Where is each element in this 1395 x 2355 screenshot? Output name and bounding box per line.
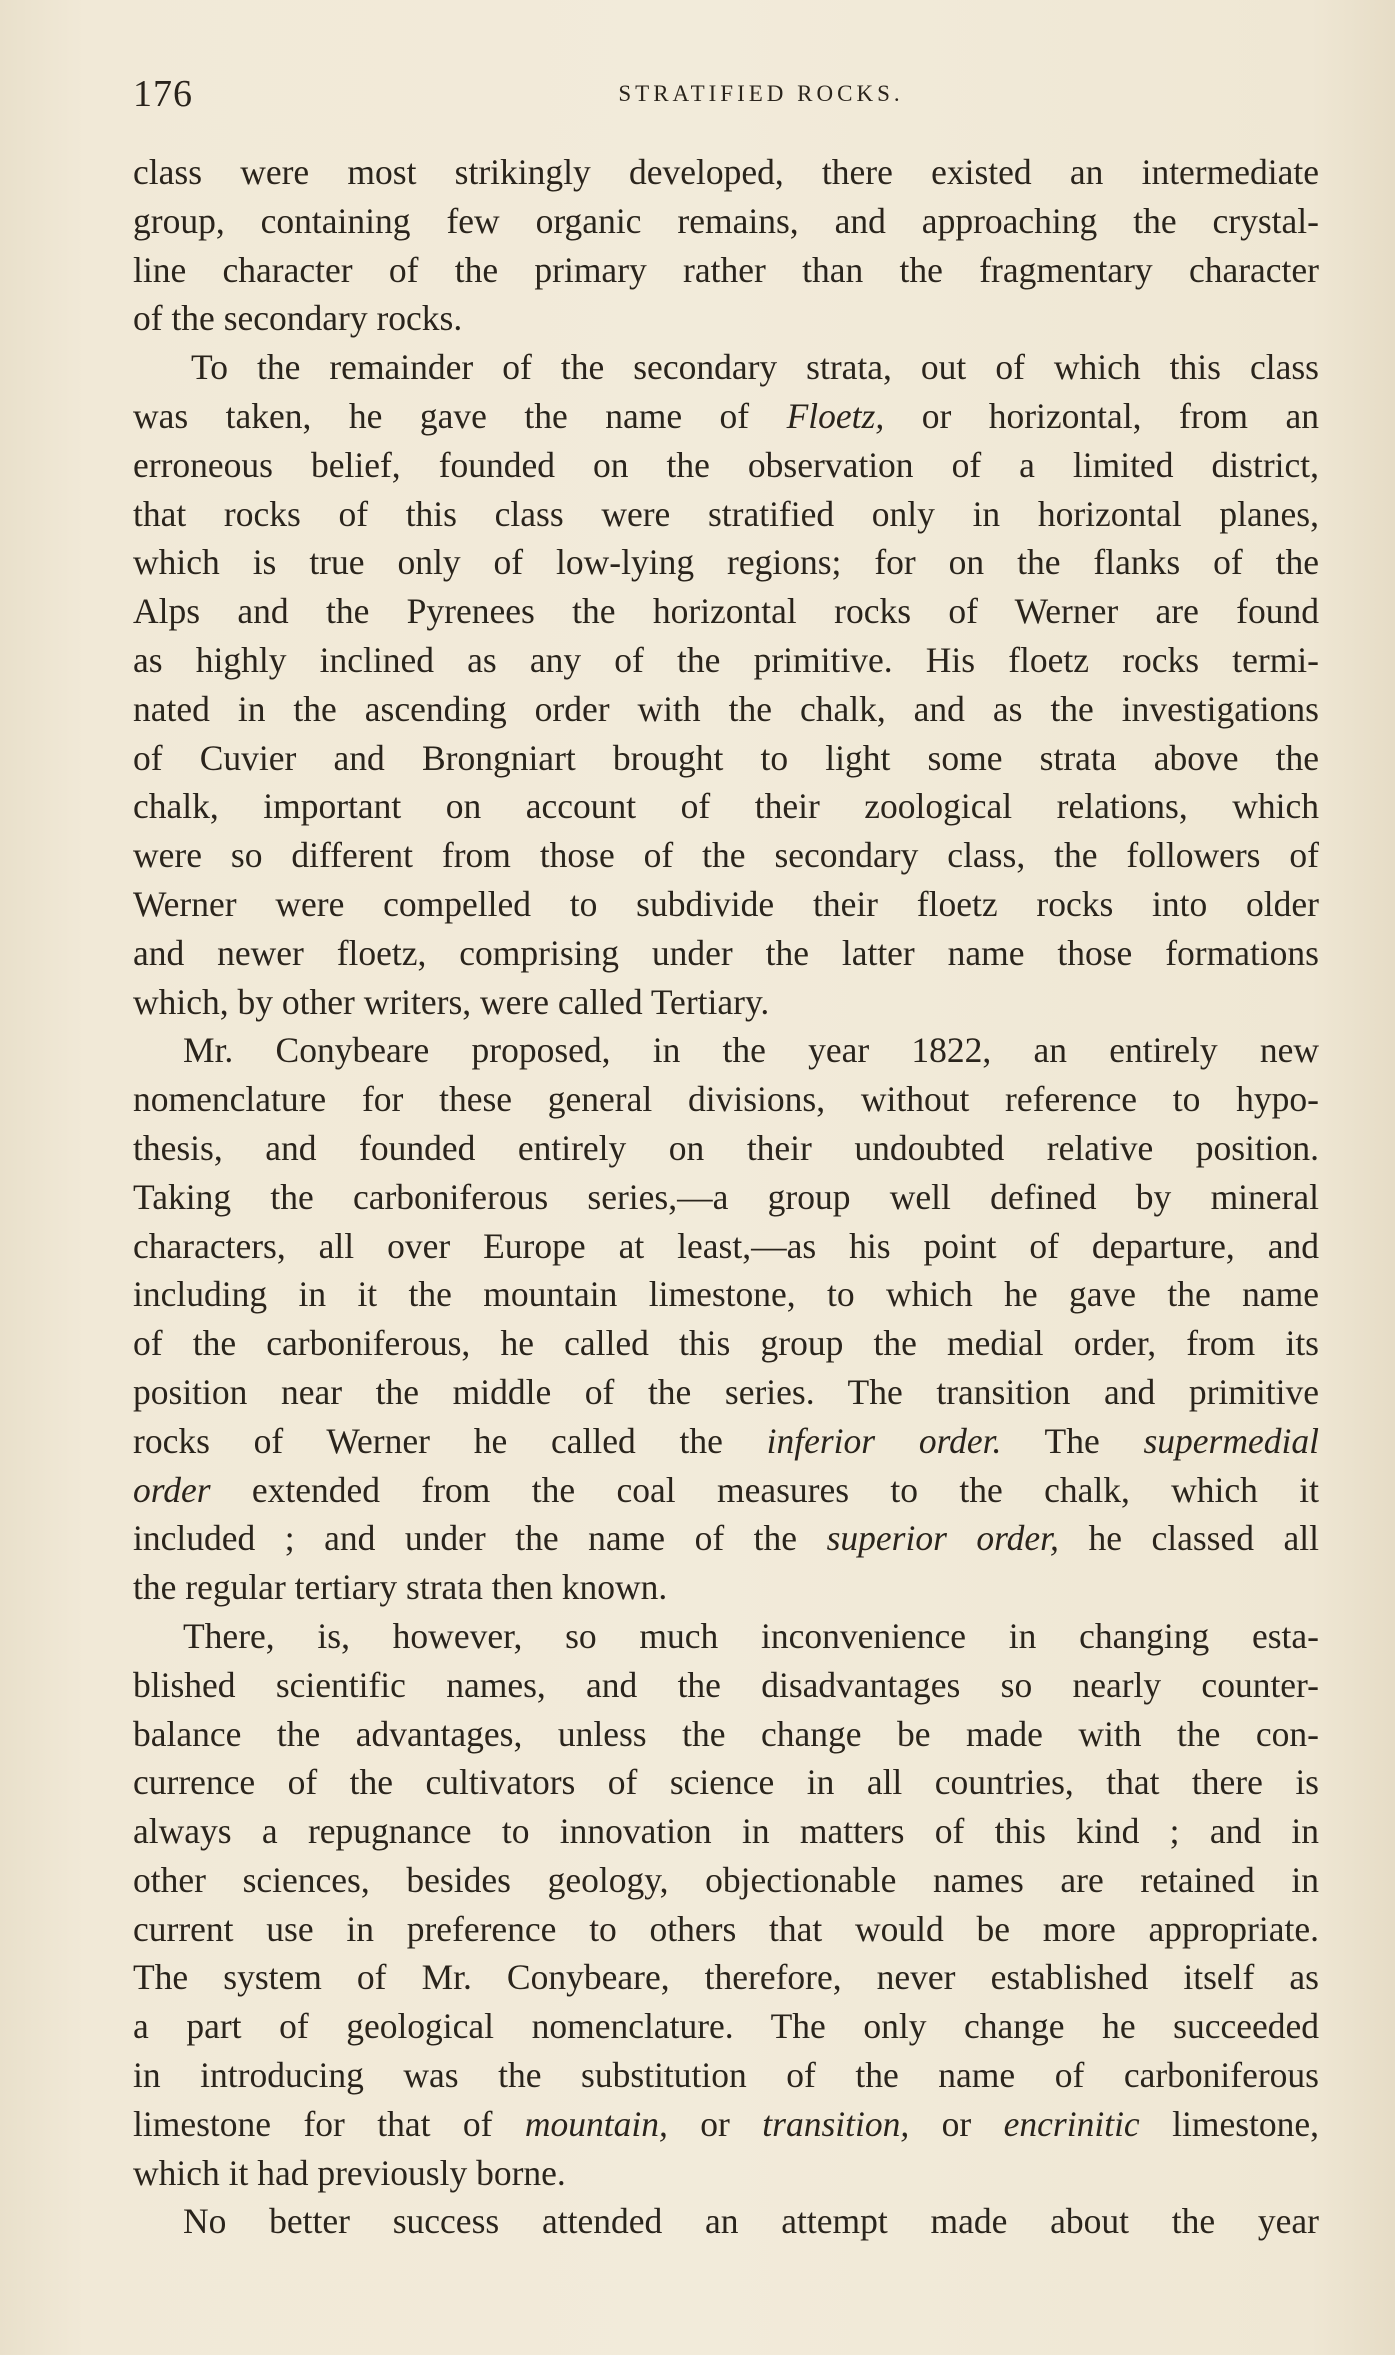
text-line: of the carboniferous, he called this group the medial order, from its — [133, 1323, 1319, 1364]
text-line: thesis, and founded entirely on their undoubted relative position. — [133, 1127, 1319, 1168]
text-line: that rocks of this class were stratified only in horizontal planes, — [133, 493, 1319, 534]
text-run: was taken, he gave the name of — [133, 395, 787, 436]
text-run: included ; and under the name of the — [133, 1518, 827, 1559]
text-run: or horizontal, from an — [884, 395, 1319, 436]
italic-term: supermedial — [1143, 1420, 1319, 1461]
text-run: limestone for that of — [133, 2103, 525, 2144]
text-line: erroneous belief, founded on the observation of a limited district, — [133, 444, 1319, 485]
text-line: were so different from those of the secondary class, the followers of — [133, 835, 1319, 876]
text-line: To the remainder of the secondary strata, out of which this class — [191, 347, 1319, 388]
running-head: STRATIFIED ROCKS. — [618, 81, 904, 106]
text-line: No better success attended an attempt made about the year — [183, 2201, 1319, 2242]
text-line: line character of the primary rather than the fragmentary character — [133, 249, 1319, 290]
text-run: or — [909, 2103, 1004, 2144]
text-line: characters, all over Europe at least,—as his point of departure, and — [133, 1225, 1319, 1266]
body-text — [133, 148, 1319, 2246]
text-line: Mr. Conybeare proposed, in the year 1822, an entirely new — [183, 1030, 1319, 1071]
italic-term: order — [133, 1469, 211, 1510]
text-line: which, by other writers, were called Tertiary. — [133, 981, 770, 1022]
text-line: other sciences, besides geology, objectionable names are retained in — [133, 1859, 1319, 1900]
text-line: position near the middle of the series. The transition and primitive — [133, 1371, 1319, 1412]
text-line: chalk, important on account of their zoological relations, which — [133, 786, 1319, 827]
text-line: of Cuvier and Brongniart brought to light some strata above the — [133, 737, 1319, 778]
text-line: the regular tertiary strata then known. — [133, 1567, 668, 1608]
text-line: currence of the cultivators of science in all countries, that there is — [133, 1762, 1319, 1803]
italic-term: transition, — [762, 2103, 910, 2144]
text-line: of the secondary rocks. — [133, 298, 463, 339]
text-line: balance the advantages, unless the change be made with the con- — [133, 1713, 1319, 1754]
text-line: including in it the mountain limestone, to which he gave the name — [133, 1274, 1319, 1315]
text-line — [133, 392, 1319, 441]
text-line — [133, 1417, 1319, 1466]
text-line: and newer floetz, comprising under the latter name those formations — [133, 932, 1319, 973]
text-run: rocks of Werner he called the — [133, 1420, 767, 1461]
italic-term: mountain, — [524, 2103, 668, 2144]
text-line: always a repugnance to innovation in matters of this kind ; and in — [133, 1811, 1319, 1852]
text-run: or — [667, 2103, 763, 2144]
italic-term: superior order, — [826, 1518, 1059, 1559]
italic-term: Floetz, — [786, 395, 885, 436]
text-line: as highly inclined as any of the primitive. His floetz rocks termi- — [133, 639, 1319, 680]
text-line — [133, 1466, 1319, 1515]
page-number: 176 — [133, 73, 193, 115]
text-line: nomenclature for these general divisions, without reference to hypo- — [133, 1079, 1319, 1120]
italic-term: encrinitic — [1003, 2103, 1140, 2144]
text-line — [133, 1514, 1319, 1563]
text-line: There, is, however, so much inconvenience in changing esta- — [183, 1615, 1319, 1656]
text-line: blished scientific names, and the disadvantages so nearly counter- — [133, 1664, 1319, 1705]
text-line: Alps and the Pyrenees the horizontal rocks of Werner are found — [133, 591, 1319, 632]
text-run: extended from the coal measures to the chalk, which it — [210, 1469, 1319, 1510]
text-line: The system of Mr. Conybeare, therefore, never established itself as — [133, 1957, 1319, 1998]
text-run: he classed all — [1058, 1518, 1319, 1559]
text-line: in introducing was the substitution of the name of carboniferous — [133, 2055, 1319, 2096]
text-line: nated in the ascending order with the chalk, and as the investigations — [133, 688, 1319, 729]
text-run: The — [1001, 1420, 1144, 1461]
text-run: limestone, — [1139, 2103, 1319, 2144]
text-line: class were most strikingly developed, there existed an intermediate — [133, 152, 1319, 192]
text-line: a part of geological nomenclature. The only change he succeeded — [133, 2006, 1319, 2047]
text-line: group, containing few organic remains, and approaching the crystal- — [133, 200, 1319, 241]
text-line: which it had previously borne. — [133, 2152, 566, 2193]
italic-term: inferior order. — [766, 1420, 1002, 1461]
page-header — [133, 64, 1319, 124]
text-line: Taking the carboniferous series,—a group well defined by mineral — [133, 1176, 1319, 1217]
text-line: Werner were compelled to subdivide their floetz rocks into older — [133, 883, 1319, 924]
text-line: current use in preference to others that would be more appropriate. — [133, 1908, 1319, 1949]
text-line — [133, 2100, 1319, 2149]
text-line: which is true only of low-lying regions; for on the flanks of the — [133, 542, 1319, 583]
